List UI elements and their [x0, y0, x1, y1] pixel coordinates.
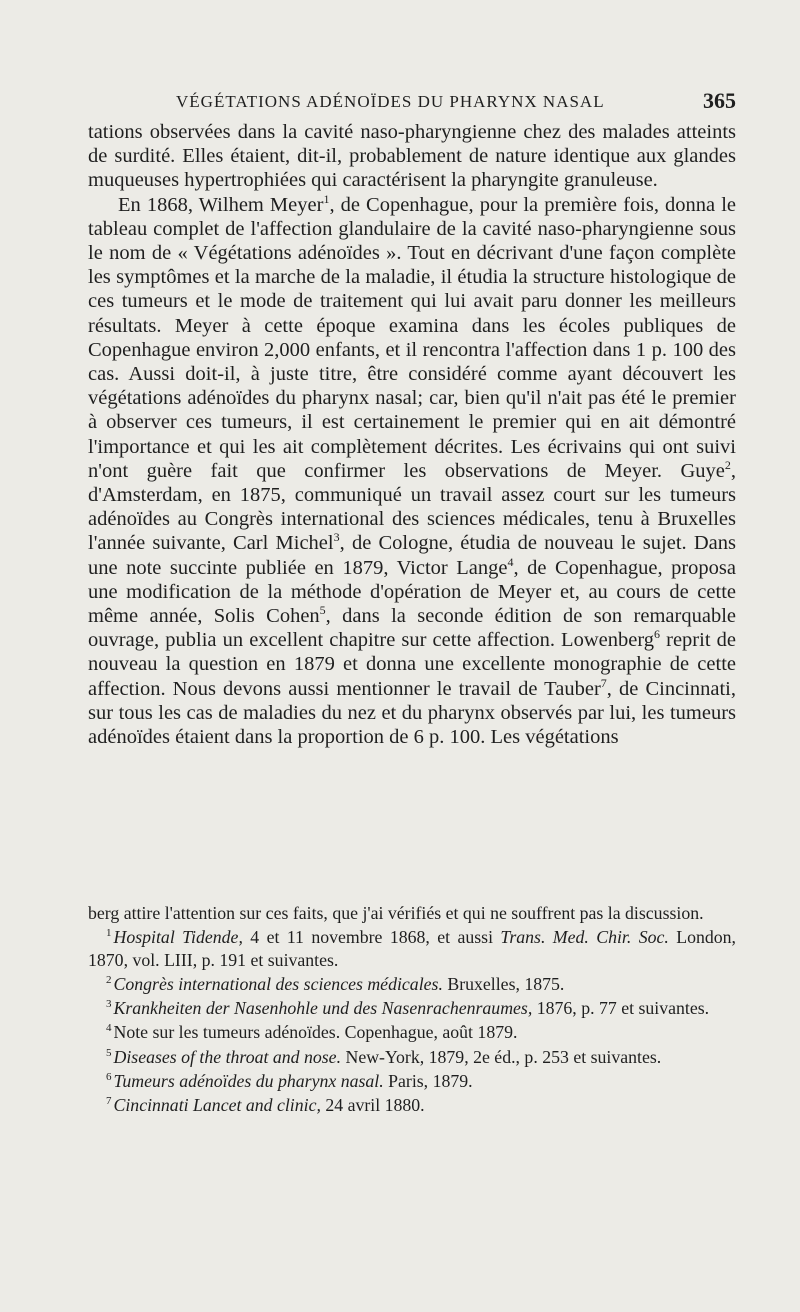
- text-run: , d'Amsterdam, en 1875, communiqué un travail assez court sur les tumeurs adénoïdes au Congrès international des sciences médicales, tenu à Bruxelles l'année suivante, Carl Michel: [88, 459, 736, 555]
- footnote-mark: 4: [106, 1022, 112, 1035]
- footnote-text: 24 avril 1880.: [320, 1094, 425, 1115]
- footnote-title: Hospital Tidende,: [113, 927, 243, 948]
- footnote-ref[interactable]: 5: [319, 603, 326, 618]
- footnote-ref[interactable]: 4: [507, 554, 514, 569]
- text-run: , de Cincinnati, sur tous les cas de maladies du nez et du pharynx observés par lui, les tumeurs adénoïdes étaient dans la proportion de 6 p. 100. Les végétations: [88, 677, 736, 749]
- text-run: , dans la seconde édition de son remarquable ouvrage, publia un excellent chapitre sur cette affection. Lowenberg: [88, 605, 736, 652]
- footnote-ref[interactable]: 1: [323, 191, 330, 206]
- text-run: reprit de nouveau la question en 1879 et donna une excellente monographie de cette affection. Nous devons aussi mentionner le travail de Tauber: [88, 629, 736, 700]
- footnote-mark: 7: [106, 1094, 112, 1107]
- footnote-text: 4 et 11 novembre 1868, et aussi: [242, 927, 501, 948]
- footnote-title: Congrès international des sciences médicales.: [113, 973, 443, 994]
- footnote-continuation: berg attire l'attention sur ces faits, que j'ai vérifiés et qui ne souffrent pas la discussion.: [88, 903, 704, 923]
- running-title: VÉGÉTATIONS ADÉNOÏDES DU PHARYNX NASAL: [176, 92, 605, 111]
- footnote-text: London, 1870, vol. LIII, p. 191 et suivantes.: [88, 927, 736, 970]
- page-header: [88, 88, 736, 118]
- footnote-mark: 3: [106, 998, 112, 1011]
- footnote-7: [88, 1094, 736, 1117]
- text-run: , de Cologne, étudia de nouveau le sujet. Dans une note succinte publiée en 1879, Victor Lange: [88, 532, 736, 579]
- footnote-title: Krankheiten der Nasenhohle und des Nasenrachenraumes,: [113, 998, 533, 1019]
- footnote-ref[interactable]: 3: [333, 530, 340, 545]
- footnote-title: Cincinnati Lancet and clinic,: [113, 1094, 321, 1115]
- footnote-mark: 1: [106, 927, 112, 940]
- paragraph-1: tations observées dans la cavité naso-pharyngienne chez des malades atteints de surdité. Elles étaient, dit-il, probablement de nature identique aux glandes muqueuses hypertrophiées qui caractérisent la pharyngite granuleuse.: [88, 121, 736, 192]
- footnote-text: New-York, 1879, 2e éd., p. 253 et suivantes.: [341, 1046, 662, 1067]
- footnote-mark: 2: [106, 974, 112, 987]
- footnote-4: [88, 1021, 736, 1044]
- footnote-title: Diseases of the throat and nose.: [113, 1046, 342, 1067]
- footnote-title: Trans. Med. Chir. Soc.: [500, 927, 669, 948]
- footnote-ref[interactable]: 7: [600, 675, 607, 690]
- text-run: En 1868, Wilhem Meyer: [118, 193, 324, 216]
- body-text: [88, 120, 736, 749]
- footnote-2: [88, 973, 736, 996]
- paragraph-2: [88, 193, 736, 750]
- footnote-text: Note sur les tumeurs adénoïdes. Copenhague, août 1879.: [113, 1022, 518, 1043]
- footnote-ref[interactable]: 2: [724, 458, 731, 473]
- page-number: 365: [703, 88, 736, 113]
- footnote-mark: 6: [106, 1070, 112, 1083]
- footnote-title: Tumeurs adénoïdes du pharynx nasal.: [113, 1070, 384, 1091]
- footnote-text: 1876, p. 77 et suivantes.: [532, 998, 710, 1019]
- text-run: , de Copenhague, proposa une modification de la méthode d'opération de Meyer et, au cours de cette même année, Solis Cohen: [88, 556, 736, 628]
- footnote-mark: 5: [106, 1046, 112, 1059]
- footnote-ref[interactable]: 6: [654, 627, 661, 642]
- footnote-text: Bruxelles, 1875.: [442, 973, 565, 994]
- footnote-1: [88, 926, 736, 971]
- footnotes: [88, 902, 736, 1118]
- footnote-3: [88, 997, 736, 1020]
- text-run: , de Copenhague, pour la première fois, donna le tableau complet de l'affection glandulaire de la cavité naso-pharyngienne sous le nom de « Végétations adénoïdes ». Tout en décrivant d'une façon complète les symptômes et la marche de la maladie, il étudia la structure histologique de ces tumeurs et le mode de traitement qui lui avait paru donner les meilleurs résultats. Meyer à cette époque examina dans les écoles publiques de Copenhague environ 2,000 enfants, et il rencontra l'affection dans 1 p. 100 des cas. Aussi doit-il, à juste titre, être considéré comme ayant découvert les végétations adénoïdes du pharynx nasal; car, bien qu'il n'ait pas été le premier à observer ces tumeurs, il est certainement le premier qui en ait démontré l'importance et qui les ait complètement décrites. Les écrivains qui ont suivi n'ont guère fait que confirmer les observations de Meyer. Guye: [88, 193, 736, 482]
- footnote-text: Paris, 1879.: [383, 1070, 473, 1091]
- footnote-6: [88, 1070, 736, 1093]
- footnote-5: [88, 1046, 736, 1069]
